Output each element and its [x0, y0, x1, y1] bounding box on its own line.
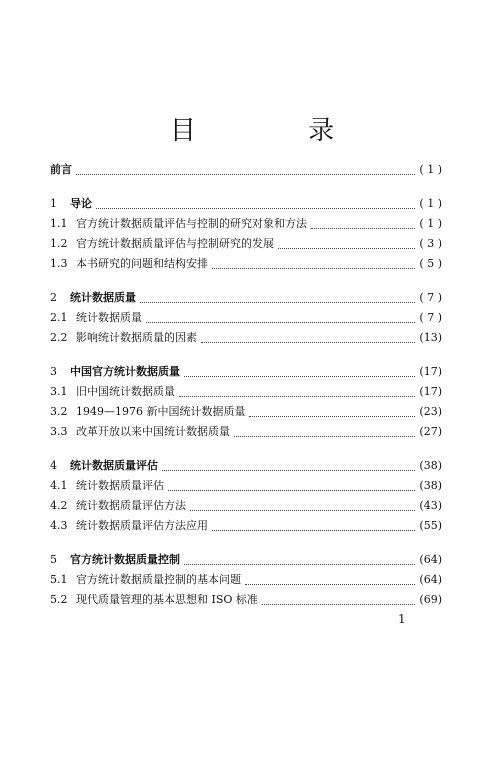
toc-spacer	[50, 536, 442, 550]
toc-entry-page: (17)	[419, 385, 442, 398]
toc-entry-title: 影响统计数据质量的因素	[76, 331, 197, 344]
toc-spacer	[50, 180, 442, 194]
toc-entry-page: ( 5 )	[419, 257, 442, 270]
toc-entry-title: 1949—1976 新中国统计数据质量	[76, 405, 246, 418]
toc-entry-title: 统计数据质量评估	[76, 479, 164, 492]
toc-spacer	[50, 442, 442, 456]
dot-leader	[168, 490, 415, 491]
toc-entry-page: (55)	[419, 519, 442, 532]
toc-entry-title: 统计数据质量	[76, 311, 142, 324]
toc-entry-number: 2.1	[50, 311, 68, 324]
dot-leader	[311, 228, 415, 229]
toc-entry-title: 改革开放以来中国统计数据质量	[76, 425, 230, 438]
dot-leader	[146, 322, 415, 323]
toc-entry-number: 3.2	[50, 405, 68, 418]
toc-section-entry[interactable]	[50, 402, 442, 422]
toc-entry-page: (43)	[419, 499, 442, 512]
toc-entry-page: (69)	[419, 593, 442, 606]
toc-entry-number: 5.1	[50, 573, 68, 586]
toc-entry-title: 导论	[70, 197, 92, 210]
dot-leader	[184, 376, 415, 377]
toc-entry-page: ( 1 )	[419, 163, 442, 176]
toc-entry-number: 4.3	[50, 519, 68, 532]
toc-chapter-entry[interactable]	[50, 288, 442, 308]
dot-leader	[96, 208, 415, 209]
toc-entry-title: 本书研究的问题和结构安排	[76, 257, 208, 270]
dot-leader	[76, 174, 415, 175]
page-title: 目 录	[169, 116, 387, 146]
toc-entry-number: 2.2	[50, 331, 68, 344]
toc-entry-number: 4.1	[50, 479, 68, 492]
toc-entry-number: 3.3	[50, 425, 68, 438]
toc-entry-title: 官方统计数据质量评估与控制的研究对象和方法	[76, 217, 307, 230]
toc-entry-page: ( 7 )	[419, 291, 442, 304]
toc-chapter-entry[interactable]	[50, 194, 442, 214]
toc-entry-title: 统计数据质量	[70, 291, 136, 304]
toc-entry-number: 1.2	[50, 237, 68, 250]
toc-entry-title: 官方统计数据质量控制的基本问题	[76, 573, 241, 586]
dot-leader	[278, 248, 415, 249]
dot-leader	[179, 396, 415, 397]
toc-entry-page: (64)	[419, 553, 442, 566]
dot-leader	[212, 530, 415, 531]
toc-entry-number: 4	[50, 459, 57, 472]
dot-leader	[262, 604, 416, 605]
toc-section-entry[interactable]	[50, 214, 442, 234]
toc-section-entry[interactable]	[50, 382, 442, 402]
toc-entry-title: 中国官方统计数据质量	[70, 365, 180, 378]
toc-entry-title: 统计数据质量评估方法应用	[76, 519, 208, 532]
toc-entry-page: (38)	[419, 459, 442, 472]
toc-entry-title: 官方统计数据质量控制	[70, 553, 180, 566]
toc-section-entry[interactable]	[50, 422, 442, 442]
toc-entry-number: 4.2	[50, 499, 68, 512]
toc-section-entry[interactable]	[50, 496, 442, 516]
toc-entry-number: 1.3	[50, 257, 68, 270]
toc-chapter-entry[interactable]	[50, 456, 442, 476]
toc-entry-title: 官方统计数据质量评估与控制研究的发展	[76, 237, 274, 250]
table-of-contents	[50, 160, 442, 610]
dot-leader	[190, 510, 415, 511]
dot-leader	[184, 564, 415, 565]
dot-leader	[212, 268, 415, 269]
toc-entry-title: 现代质量管理的基本思想和 ISO 标准	[76, 593, 258, 606]
toc-entry-number: 3	[50, 365, 57, 378]
toc-section-entry[interactable]	[50, 516, 442, 536]
toc-entry-page: ( 1 )	[419, 217, 442, 230]
toc-entry-page: (23)	[419, 405, 442, 418]
dot-leader	[201, 342, 415, 343]
toc-entry-page: ( 1 )	[419, 197, 442, 210]
toc-entry-title: 统计数据质量评估方法	[76, 499, 186, 512]
toc-entry-page: ( 3 )	[419, 237, 442, 250]
toc-entry-number: 1	[50, 197, 57, 210]
toc-entry-page: ( 7 )	[419, 311, 442, 324]
toc-chapter-entry[interactable]	[50, 362, 442, 382]
dot-leader	[249, 416, 415, 417]
toc-entry-number: 5	[50, 553, 57, 566]
toc-section-entry[interactable]	[50, 476, 442, 496]
toc-entry-number: 5.2	[50, 593, 68, 606]
toc-entry-title: 旧中国统计数据质量	[76, 385, 175, 398]
toc-section-entry[interactable]	[50, 254, 442, 274]
toc-section-entry[interactable]	[50, 328, 442, 348]
toc-entry-page: (17)	[419, 365, 442, 378]
toc-section-entry[interactable]	[50, 234, 442, 254]
page-number: 1	[398, 612, 406, 626]
toc-spacer	[50, 348, 442, 362]
toc-entry-number: 3.1	[50, 385, 68, 398]
toc-entry-number: 2	[50, 291, 57, 304]
dot-leader	[140, 302, 415, 303]
toc-section-entry[interactable]	[50, 308, 442, 328]
dot-leader	[162, 470, 415, 471]
toc-spacer	[50, 274, 442, 288]
toc-section-entry[interactable]	[50, 590, 442, 610]
dot-leader	[234, 436, 415, 437]
toc-entry-number: 1.1	[50, 217, 68, 230]
toc-entry-title: 统计数据质量评估	[70, 459, 158, 472]
toc-entry-title: 前言	[50, 163, 72, 176]
dot-leader	[245, 584, 415, 585]
toc-entry-page: (13)	[419, 331, 442, 344]
toc-entry-page: (64)	[419, 573, 442, 586]
toc-section-entry[interactable]	[50, 570, 442, 590]
toc-entry-page: (38)	[419, 479, 442, 492]
toc-chapter-entry[interactable]	[50, 550, 442, 570]
toc-entry-page: (27)	[419, 425, 442, 438]
toc-chapter-entry[interactable]	[50, 160, 442, 180]
